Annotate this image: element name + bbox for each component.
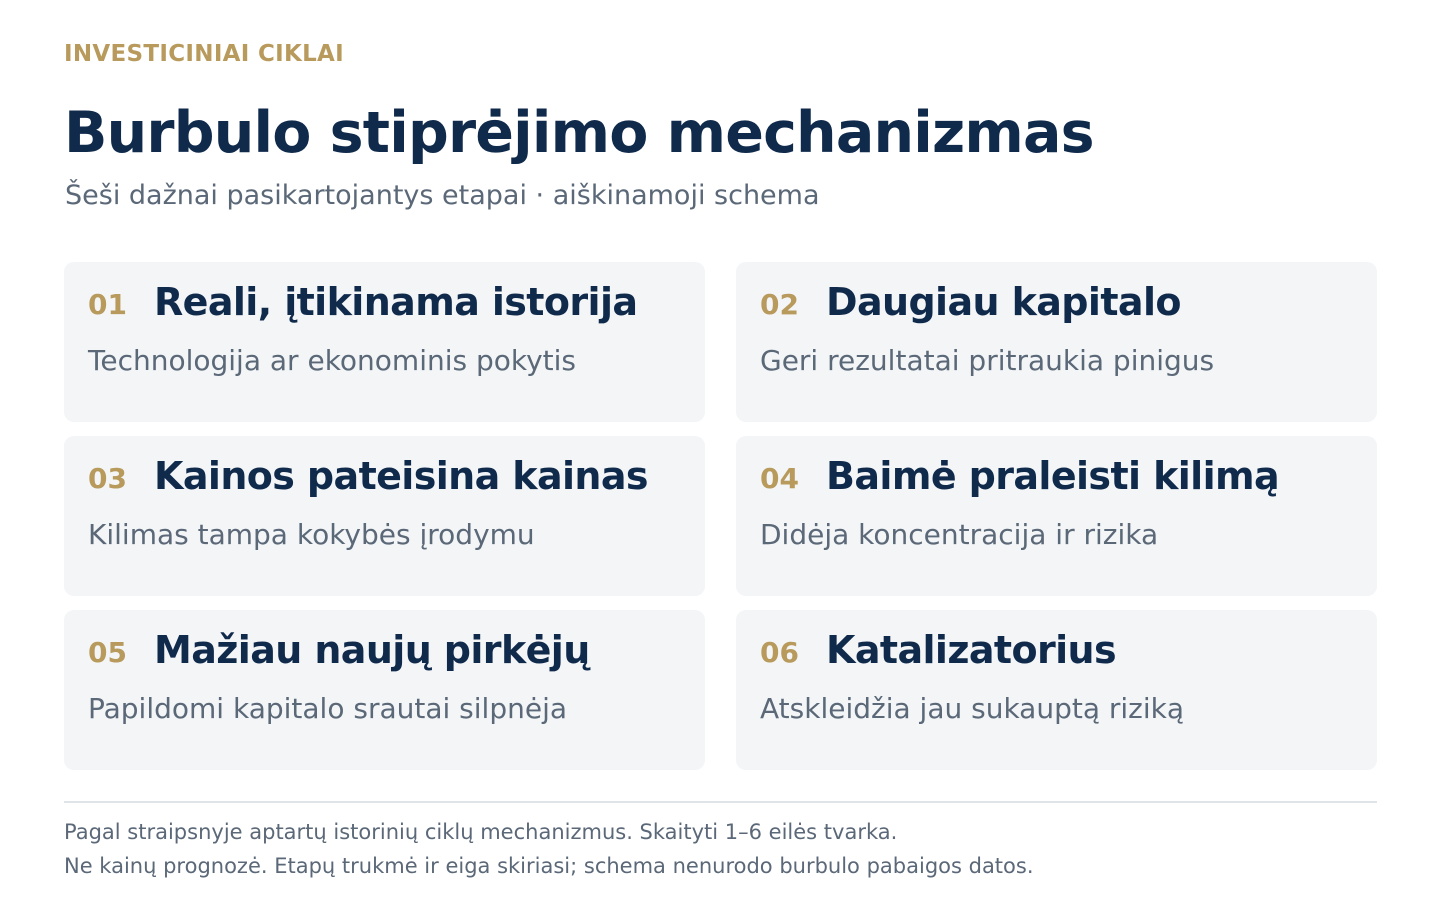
stage-card-01: [64, 262, 705, 422]
stage-description: Papildomi kapitalo srautai silpnėja: [88, 692, 568, 725]
footer-note-source: Pagal straipsnyje aptartų istorinių ciklų mechanizmus. Skaityti 1–6 eilės tvarka.: [64, 820, 898, 844]
stage-grid: [64, 262, 1377, 770]
page-title: Burbulo stiprėjimo mechanizmas: [64, 100, 1094, 166]
stage-number: 05: [88, 636, 127, 669]
stage-description: Geri rezultatai pritraukia pinigus: [760, 344, 1215, 377]
stage-description: Technologija ar ekonominis pokytis: [88, 344, 577, 377]
stage-card-04: [736, 436, 1377, 596]
stage-number: 06: [760, 636, 799, 669]
stage-title: Mažiau naujų pirkėjų: [154, 628, 590, 672]
stage-number: 04: [760, 462, 799, 495]
stage-title: Katalizatorius: [826, 628, 1117, 672]
stage-description: Kilimas tampa kokybės įrodymu: [88, 518, 535, 551]
stage-card-05: [64, 610, 705, 770]
stage-number: 02: [760, 288, 799, 321]
stage-title: Reali, įtikinama istorija: [154, 280, 638, 324]
stage-title: Daugiau kapitalo: [826, 280, 1181, 324]
footer-note-disclaimer: Ne kainų prognozė. Etapų trukmė ir eiga skiriasi; schema nenurodo burbulo pabaigos datos.: [64, 854, 1034, 878]
stage-card-03: [64, 436, 705, 596]
stage-card-02: [736, 262, 1377, 422]
eyebrow-label: INVESTICINIAI CIKLAI: [64, 41, 345, 67]
stage-card-06: [736, 610, 1377, 770]
stage-title: Kainos pateisina kainas: [154, 454, 648, 498]
stage-description: Atskleidžia jau sukauptą riziką: [760, 692, 1185, 725]
footer-divider: [64, 801, 1377, 803]
page-subtitle: Šeši dažnai pasikartojantys etapai · aiškinamoji schema: [65, 180, 820, 211]
stage-title: Baimė praleisti kilimą: [826, 454, 1280, 498]
stage-number: 01: [88, 288, 127, 321]
stage-number: 03: [88, 462, 127, 495]
stage-description: Didėja koncentracija ir rizika: [760, 518, 1159, 551]
